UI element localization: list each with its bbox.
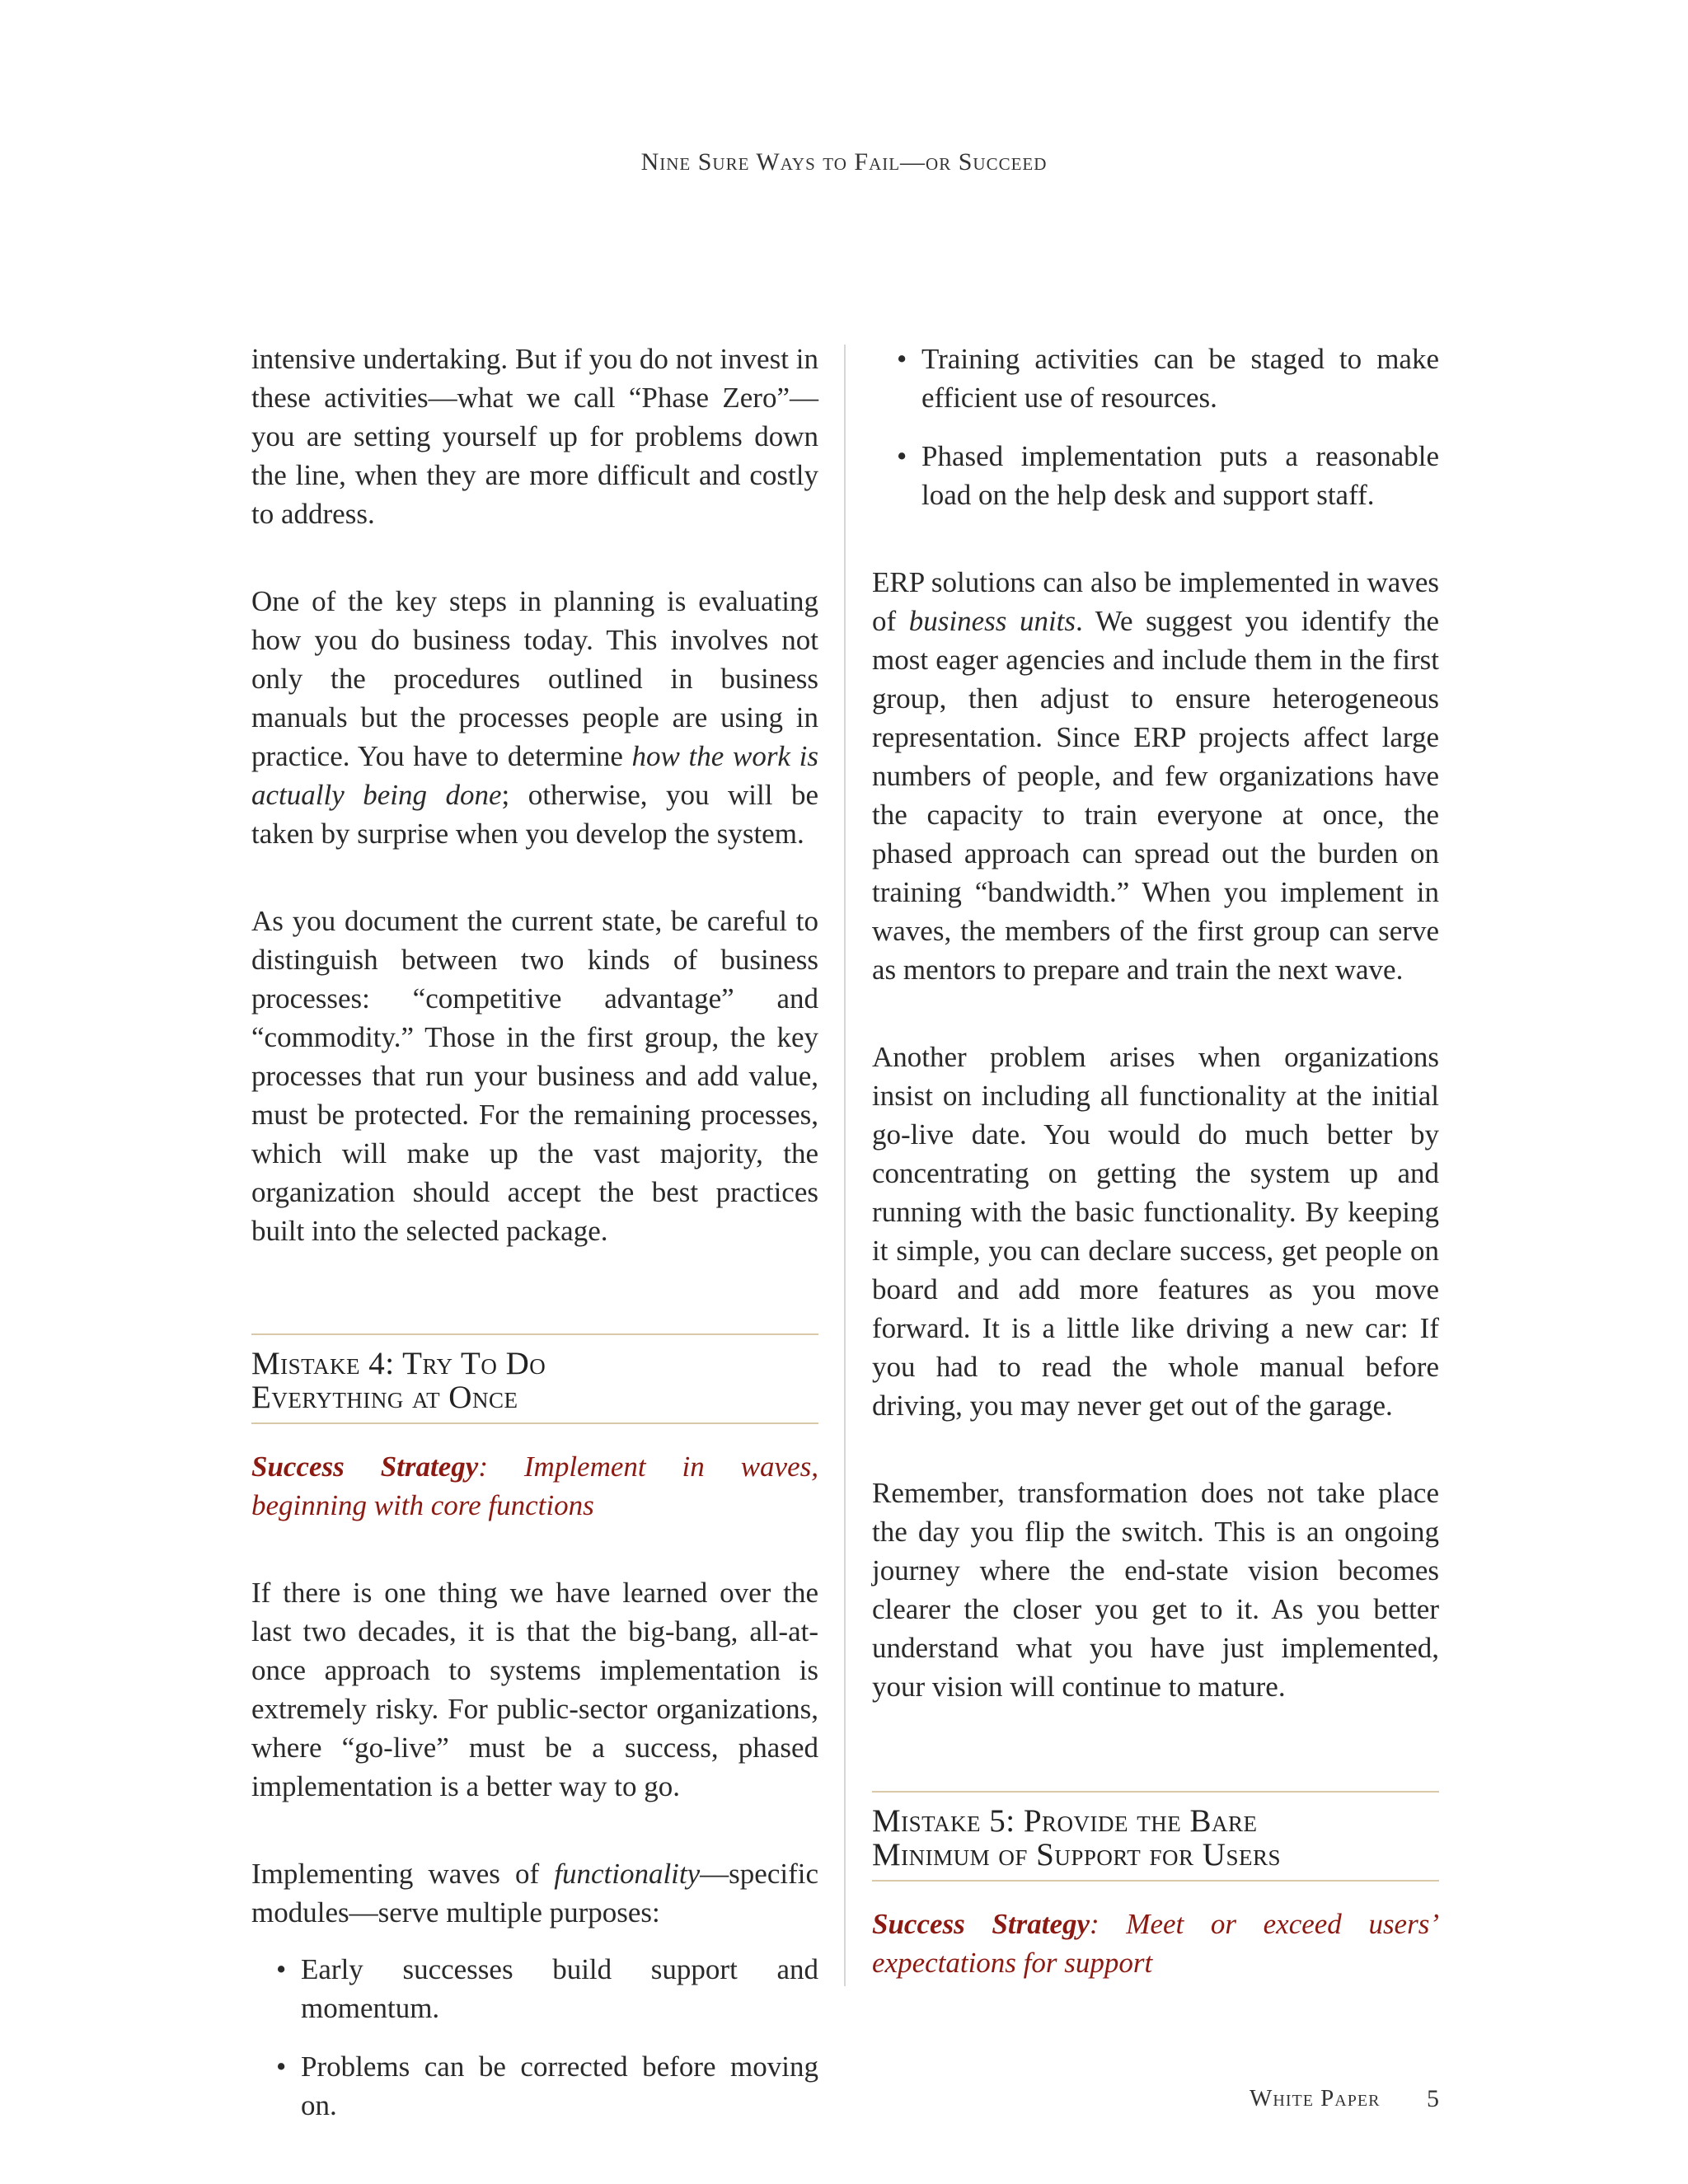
success-strategy-5: Success Strategy: Meet or exceed users’ expectations for support (872, 1908, 1439, 1979)
left-column (251, 340, 818, 2173)
paragraph-transformation: Remember, transformation does not take place the day you flip the switch. This is an ongoing journey where the end-state vision becomes clearer the closer you get to it. As you better understand what you have just implemented, your vision will continue to mature. (872, 1477, 1439, 1703)
section-rule-bottom (251, 1422, 818, 1424)
column-divider (844, 344, 846, 1986)
bullet-list-left (251, 1950, 818, 2125)
paragraph-big-bang: If there is one thing we have learned over the last two decades, it is that the big-bang, all-at-once approach to systems implementation is extremely risky. For public-sector organizations, where “go-live” must be a success, phased implementation is a better way to go. (251, 1577, 818, 1802)
page-number: 5 (1427, 2085, 1439, 2112)
paragraph-phase-zero: intensive undertaking. But if you do not invest in these activities—what we call “Phase Zero”—you are setting yourself up for problems down the line, when they are more difficult and costly to address. (251, 343, 818, 530)
list-item: • Phased implementation puts a reasonable load on the help desk and support staff. (897, 440, 1439, 511)
paragraph-evaluate-business: One of the key steps in planning is evaluating how you do business today. This involves not only the procedures outlined in business manuals but the processes people are using in practice. You have to determine how the work is actually being done; otherwise, you will be taken by surprise when you develop the system. (251, 585, 818, 850)
bullet-list-right (872, 340, 1439, 514)
footer-label: White Paper (1250, 2085, 1381, 2111)
mistake-4-heading: Mistake 4: Try To Do Everything at Once (251, 1346, 546, 1415)
success-strategy-4: Success Strategy: Implement in waves, beginning with core functions (251, 1451, 818, 1521)
running-title: Nine Sure Ways to Fail—or Succeed (640, 148, 1048, 176)
list-item: • Training activities can be staged to make efficient use of resources. (897, 343, 1439, 414)
list-item: • Early successes build support and momentum. (276, 1953, 818, 2024)
paragraph-business-units: ERP solutions can also be implemented in waves of business units. We suggest you identify the most eager agencies and include them in the first group, then adjust to ensure heterogeneous representation. Since ERP projects affect large numbers of people, and few organizations have the capacity to train everyone at once, the phased approach can spread out the burden on training “bandwidth.” When you implement in waves, the members of the first group can serve as mentors to prepare and train the next wave. (872, 566, 1439, 986)
paragraph-go-live-functionality: Another problem arises when organizations insist on including all functionality at the initial go-live date. You would do much better by concentrating on getting the system up and running with the basic functionality. By keeping it simple, you can declare success, get people on board and add more features as you move forward. It is a little like driving a new car: If you had to read the whole manual before driving, you may never get out of the garage. (872, 1041, 1439, 1422)
section-rule-bottom (872, 1880, 1439, 1882)
paragraph-waves-functionality: Implementing waves of functionality—specific modules—serve multiple purposes: (251, 1858, 818, 1929)
mistake-5-heading: Mistake 5: Provide the Bare Minimum of Support for Users (872, 1803, 1282, 1872)
right-column (872, 340, 1439, 2031)
list-item: • Problems can be corrected before moving on. (276, 2050, 818, 2121)
paragraph-business-processes: As you document the current state, be careful to distinguish between two kinds of business processes: “competitive advantage” and “commodity.” Those in the first group, the key processes that run your business and add value, must be protected. For the remaining processes, which will make up the vast majority, the organization should accept the best practices built into the selected package. (251, 905, 818, 1247)
